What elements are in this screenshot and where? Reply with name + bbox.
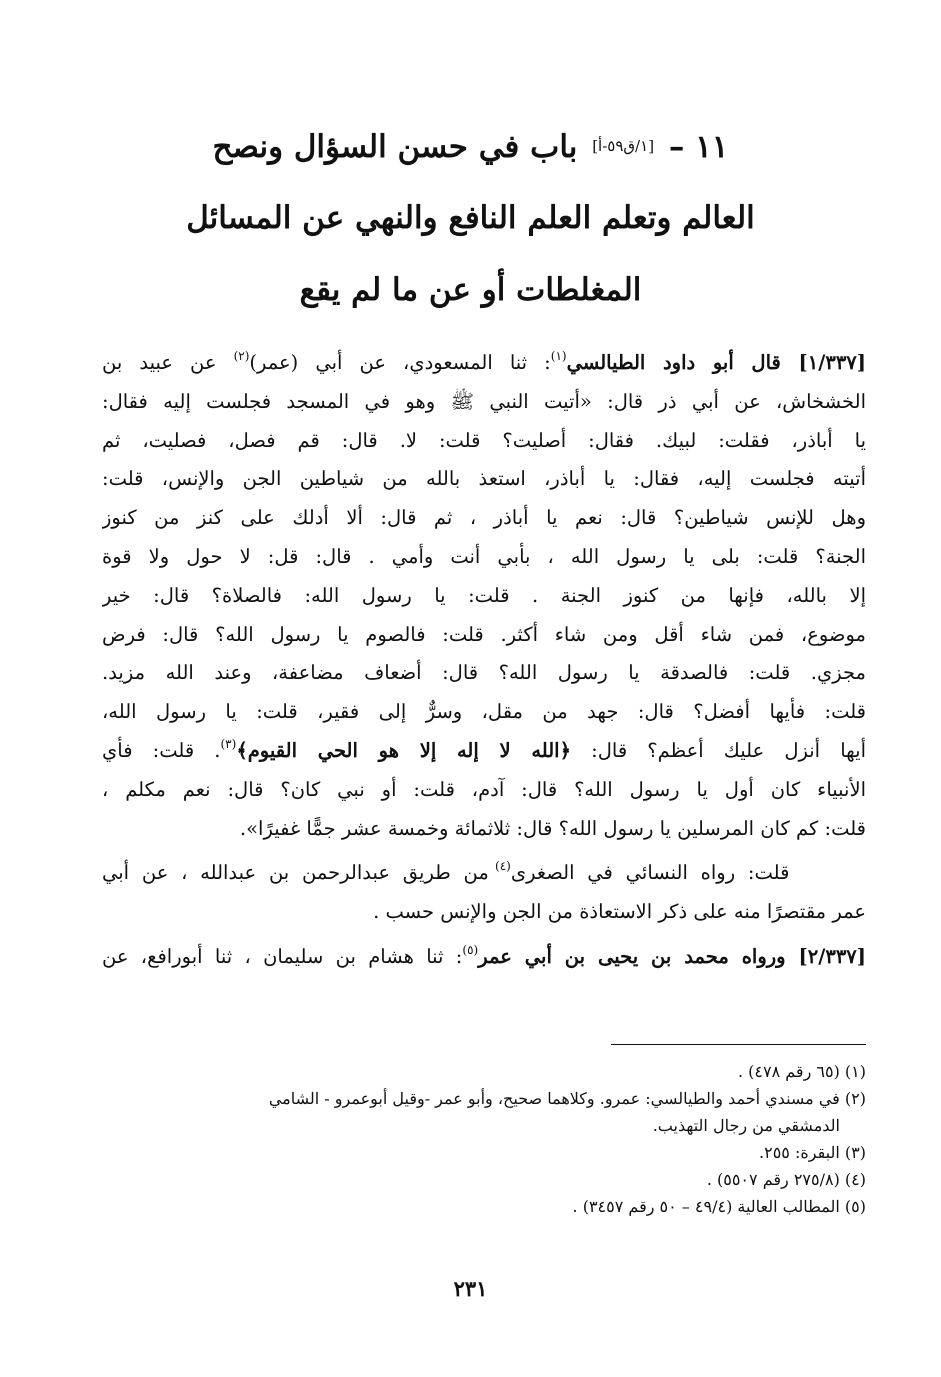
footnote-4: (٤) (٢٧٥/٨ رقم ٥٥٠٧) . [706, 1170, 866, 1189]
text-line [102, 938, 866, 977]
text-line: قلت: فأيها أفضل؟ قال: جهد من مقل، وسرٌّ إلى فقير، قلت: يا رسول الله، [102, 700, 866, 724]
footnote-marker: (٥) [462, 942, 479, 957]
narrator-name: ورواه محمد بن يحيى بن أبي عمر [478, 944, 786, 968]
text-line: عمر مقتصرًا منه على ذكر الاستعاذة من الجن والإنس حسب . [373, 900, 866, 924]
text-line [102, 344, 866, 383]
footnote-marker: (١) [550, 349, 567, 363]
text-line: إلا بالله، فإنها من كنوز الجنة . قلت: يا رسول الله: فالصلاة؟ قال: خير [102, 583, 866, 607]
footnote-marker: (٢) [233, 349, 250, 363]
text-line: الجنة؟ قلت: بلى يا رسول الله ، بأبي أنت وأمي . قال: قل: لا حول ولا قوة [102, 544, 866, 568]
text-segment: قلت: رواه النسائي في الصغرى [510, 861, 790, 885]
hadith-number: [١/٣٣٧] [780, 351, 866, 374]
footnote-2: (٢) في مسندي أحمد والطيالسي: عمرو. وكلاهما صحيح، وأبو عمر -وقيل أبوعمرو - الشامي [268, 1089, 866, 1108]
text-line [102, 732, 866, 771]
footnote-2-continued: الدمشقي من رجال التهذيب. [652, 1116, 840, 1135]
text-line: الخشخاش، عن أبي ذر قال: «أتيت النبي ﷺ وهو في المسجد فجلست إليه فقال: [102, 389, 866, 413]
text-line: الأنبياء كان أول يا رسول الله؟ قال: آدم، قلت: أو نبي كان؟ قال: نعم مكلم ، [102, 777, 866, 801]
footnote-marker: (٤) [495, 859, 511, 874]
text-line: قلت: كم كان المرسلين يا رسول الله؟ قال: ثلاثمائة وخمسة عشر جمًّا غفيرًا». [239, 816, 866, 840]
chapter-number: ١١ – [658, 129, 729, 165]
heading-line-1 [160, 110, 781, 182]
text-line: يا أباذر، فقلت: لبيك. فقال: أصليت؟ قلت: لا. قال: قم فصل، فصليت، ثم [102, 428, 866, 452]
footnote-5: (٥) المطالب العالية (٤٩/٤ – ٥٠ رقم ٣٤٥٧) . [572, 1197, 866, 1216]
footnote-marker: (٣) [220, 736, 237, 751]
footnotes [102, 1058, 866, 1220]
manuscript-reference: [١/ق٥٩-أ] [592, 137, 655, 155]
text-segment: : ثنا هشام بن سليمان ، ثنا أبورافع، عن [102, 944, 463, 968]
footnote-1: (١) (٦٥ رقم ٤٧٨) . [737, 1062, 866, 1081]
hadith-number: [٢/٣٣٧] [785, 944, 866, 968]
text-segment: من طريق عبدالرحمن بن عبدالله ، عن أبي [102, 861, 496, 885]
main-text [102, 344, 866, 977]
footnote-separator [611, 1044, 866, 1045]
text-segment: أيها أنزل عليك أعظم؟ قال: [571, 738, 866, 762]
chapter-heading [160, 110, 781, 326]
page-number: ٢٣١ [453, 1276, 488, 1301]
narrator-name: قال أبو داود الطيالسي [566, 351, 781, 374]
text-segment: : ثنا المسعودي، عن أبي (عمر) [249, 351, 551, 374]
footnote-3: (٣) البقرة: ٢٥٥. [759, 1143, 866, 1162]
heading-line-3: المغلطات أو عن ما لم يقع [299, 272, 642, 308]
text-segment: عن عبيد بن [102, 351, 234, 374]
text-line: مجزي. قلت: فالصدقة يا رسول الله؟ قال: أضعاف مضاعفة، وعند الله مزيد. [102, 661, 866, 685]
text-line: أتيته فجلست إليه، فقال: يا أباذر، استعذ بالله من شياطين الجن والإنس، قلت: [102, 467, 866, 491]
heading-line-2: العالم وتعلم العلم النافع والنهي عن المسائل [186, 200, 755, 236]
text-line [102, 854, 866, 893]
text-segment: . قلت: فأي [102, 738, 221, 762]
text-line: وهل للإنس شياطين؟ قال: نعم يا أباذر ، ثم قال: ألا أدلك على كنز من كنوز [102, 506, 866, 530]
heading-text-1: باب في حسن السؤال ونصح [212, 129, 589, 165]
text-line: موضوع، فمن شاء أقل ومن شاء أكثر. قلت: فالصوم يا رسول الله؟ قال: فرض [102, 622, 866, 646]
quran-quote: ﴿الله لا إله إلا هو الحي القيوم﴾ [236, 738, 572, 762]
